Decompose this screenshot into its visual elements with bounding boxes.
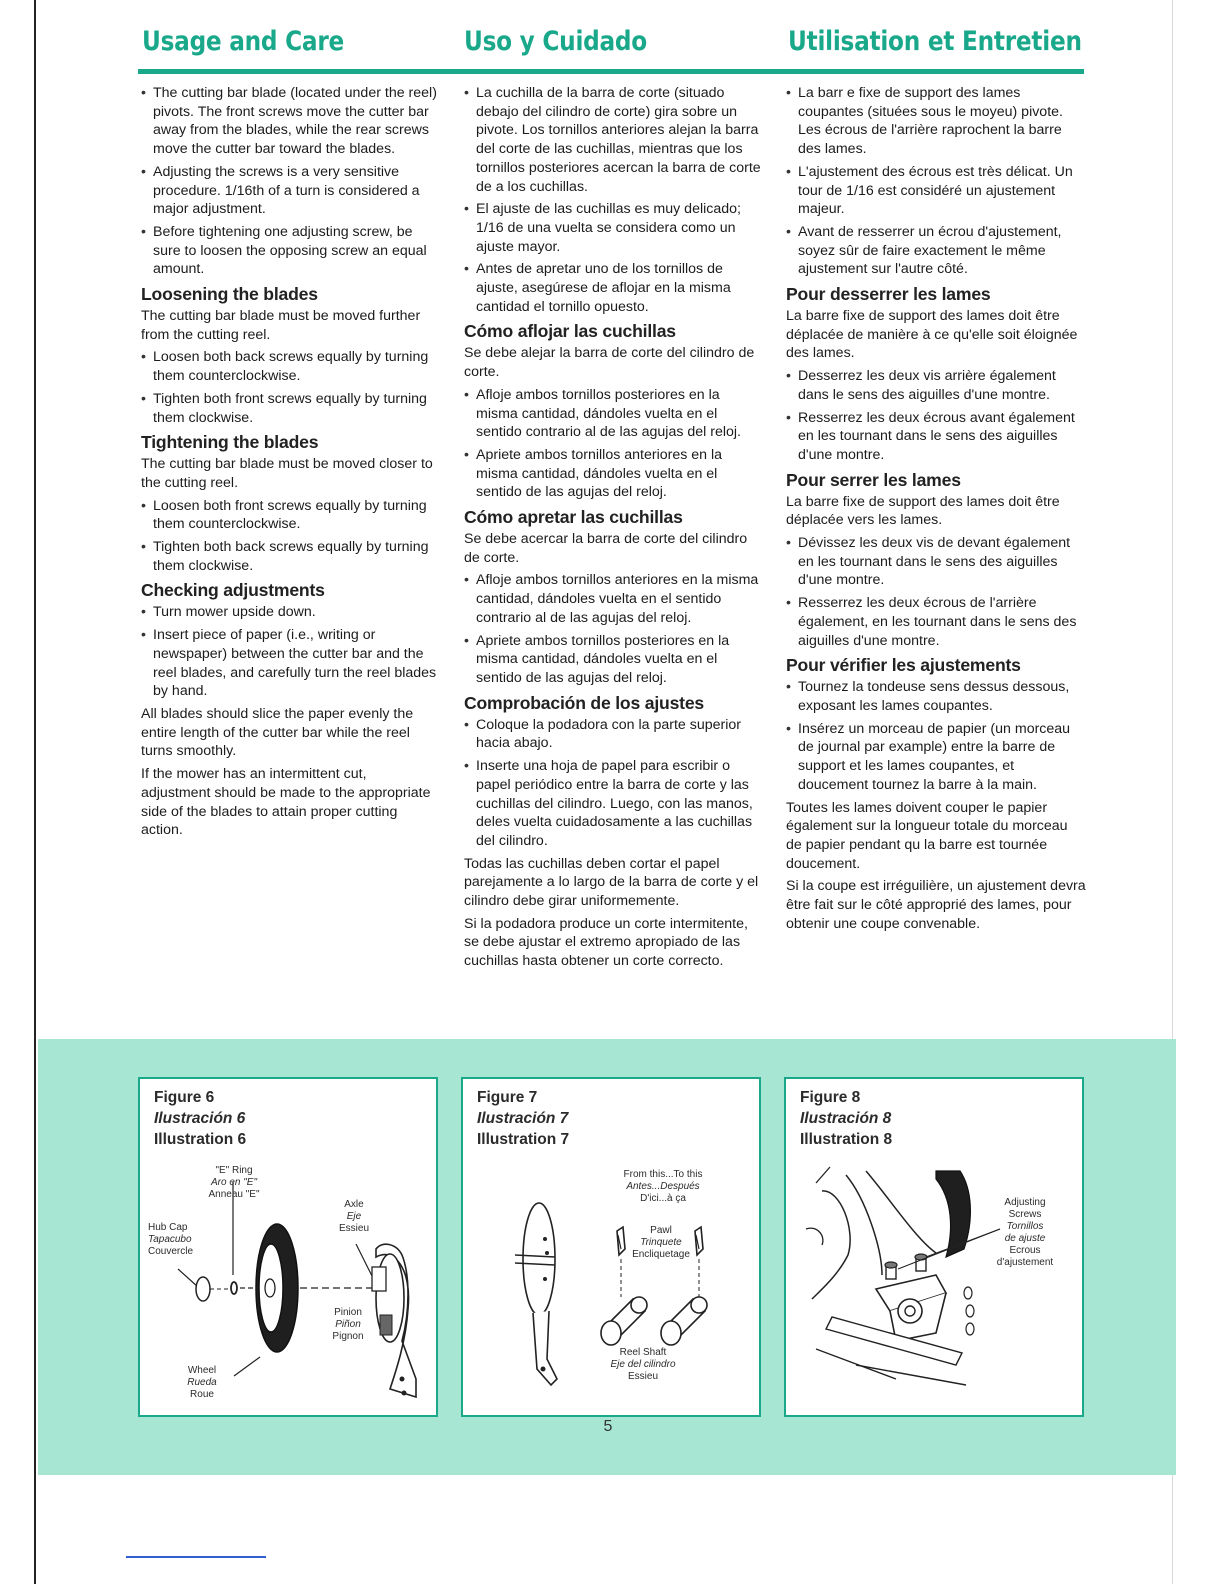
header-rule <box>138 69 1084 74</box>
bullet-list <box>464 386 764 502</box>
wheel-label: Wheel Rueda Roue <box>187 1365 217 1400</box>
bullet-item: • Loosen both front screws equally by turning them counterclockwise. <box>141 497 437 534</box>
bullet-list <box>464 716 764 851</box>
bullet-item: • Adjusting the screws is a very sensitive procedure. 1/16th of a turn is considered a major adjustment. <box>141 163 437 219</box>
figure-caption <box>477 1087 569 1150</box>
figure-title-es: Ilustración 7 <box>477 1110 569 1127</box>
bullet-item: • La barr e fixe de support des lames coupantes (situées sous le moyeu) pivote. Les écrous de l'arrière raprochent la barre des lames. <box>786 84 1086 159</box>
section-text: Toutes les lames doivent couper le papier également sur la longueur totale du morceau de papier pendant qu la barre est tournée doucement. <box>786 799 1068 872</box>
bullet-item: • Apriete ambos tornillos posteriores en la misma cantidad, dándoles vuelta en el sentido de las agujas del reloj. <box>464 632 764 688</box>
intro-bullet-list <box>141 84 437 279</box>
bullet-item: • Tournez la tondeuse sens dessus dessous, exposant les lames coupantes. <box>786 678 1086 715</box>
page-number: 5 <box>603 1418 613 1435</box>
figure-title-en: Figure 6 <box>154 1089 215 1106</box>
section-text: All blades should slice the paper evenly the entire length of the cutter bar while the reel turns smoothly. <box>141 705 414 760</box>
reel-shaft-label: Reel Shaft Eje del cilindro Essieu <box>610 1347 676 1382</box>
section-heading-tightening: Tightening the blades <box>141 432 319 453</box>
section-heading-checking: Checking adjustments <box>141 580 325 601</box>
bullet-item: • Coloque la podadora con la parte superior hacia abajo. <box>464 716 764 753</box>
bullet-list <box>141 348 437 427</box>
bullet-item: • Resserrez les deux écrous avant également en les tournant dans le sens des aiguilles d'une montre. <box>786 409 1086 465</box>
bullet-list <box>141 603 437 701</box>
bullet-item: • Afloje ambos tornillos anteriores en la misma cantidad, dándoles vuelta en el sentido contrario al de las agujas del reloj. <box>464 571 764 627</box>
bullet-item: • El ajuste de las cuchillas es muy delicado; 1/16 de una vuelta se considera como un ajuste mayor. <box>464 200 764 256</box>
column-english <box>141 84 437 844</box>
bullet-item: • Dévissez les deux vis de devant également en les tournant dans le sens des aiguilles d'une montre. <box>786 534 1086 590</box>
figure-title-fr: Illustration 6 <box>154 1131 247 1148</box>
bullet-item: • L'ajustement des écrous est très délicat. Un tour de 1/16 est considéré un ajustement majeur. <box>786 163 1086 219</box>
bullet-item: • Apriete ambos tornillos anteriores en la misma cantidad, dándoles vuelta en el sentido de las agujas del reloj. <box>464 446 764 502</box>
bullet-list <box>786 367 1086 465</box>
figure-6 <box>138 1077 438 1417</box>
section-text: Se debe acercar la barra de corte del cilindro de corte. <box>464 531 748 566</box>
hub-cap-label: Hub Cap Tapacubo Couvercle <box>148 1222 194 1257</box>
section-heading-tightening: Pour serrer les lames <box>786 469 961 490</box>
bullet-item: • Resserrez les deux écrous de l'arrière également, en les tournant dans le sens des aiguilles d'une montre. <box>786 594 1086 650</box>
bullet-item: • Before tightening one adjusting screw, be sure to loosen the opposing screw an equal amount. <box>141 223 437 279</box>
section-text: Todas las cuchillas deben cortar el papel parejamente a lo largo de la barra de corte y el cilindro debe girar uniformemente. <box>464 855 759 910</box>
section-text: The cutting bar blade must be moved further from the cutting reel. <box>141 308 421 343</box>
bullet-item: • Desserrez les deux vis arrière également dans le sens des aiguilles d'une montre. <box>786 367 1086 404</box>
bullet-item: • Antes de apretar uno de los tornillos de ajuste, asegúrese de aflojar en la misma cantidad el tornillo opuesto. <box>464 260 764 316</box>
bullet-item: • Inserte una hoja de papel para escribir o papel periódico entre la barra de corte y las cuchillas del cilindro. Luego, con las manos, deles vuelta cuidadosamente a las cuchillas del cilindro. <box>464 757 764 851</box>
bullet-item: • La cuchilla de la barra de corte (situado debajo del cilindro de corte) gira sobre un pivote. Los tornillos anteriores alejan la barra del corte de las cuchillas, mientras que los tornillos posteriores acercan la barra de corte de a los cuchillas. <box>464 84 764 196</box>
bullet-list <box>464 571 764 687</box>
from-this-to-this-label: From this...To this Antes...Después D'ici...à ça <box>623 1169 703 1204</box>
section-text: La barre fixe de support des lames doit être déplacée de manière à ce qu'elle soit éloignée des lames. <box>786 308 1078 362</box>
section-text: Si la coupe est irréguilière, un ajustement devra être fait sur le côté approprié des lames, pour obtenir une coupe convenable. <box>786 878 1086 932</box>
section-heading-loosening: Loosening the blades <box>141 284 318 305</box>
title-french: Utilisation et Entretien <box>788 26 1082 57</box>
footer-line <box>126 1556 266 1558</box>
axle-label: Axle Eje Essieu <box>338 1199 369 1234</box>
section-heading-loosening: Pour desserrer les lames <box>786 284 991 305</box>
bullet-item: • Tighten both back screws equally by turning them clockwise. <box>141 538 437 575</box>
scan-edge-line <box>34 0 36 1584</box>
figure-title-es: Ilustración 6 <box>154 1110 246 1127</box>
section-text: La barre fixe de support des lames doit être déplacée vers les lames. <box>786 493 1060 529</box>
figure-8 <box>784 1077 1084 1417</box>
section-heading-loosening: Cómo aflojar las cuchillas <box>464 321 676 342</box>
intro-bullet-list <box>786 84 1086 279</box>
figure-title-en: Figure 8 <box>800 1089 861 1106</box>
section-text: The cutting bar blade must be moved closer to the cutting reel. <box>141 456 433 491</box>
bullet-item: • Insert piece of paper (i.e., writing or newspaper) between the cutter bar and the reel blades, and carefully turn the reel blades by hand. <box>141 626 437 701</box>
figure-caption <box>800 1087 892 1150</box>
section-text: If the mower has an intermittent cut, adjustment should be made to the appropriate side of the blades to attain proper cutting action. <box>141 766 431 839</box>
bullet-item: • Afloje ambos tornillos posteriores en la misma cantidad, dándoles vuelta en el sentido contrario al de las agujas del reloj. <box>464 386 764 442</box>
bullet-item: • Insérez un morceau de papier (un morceau de journal par example) entre la barre de support et les lames coupantes, et doucement tournez la barre à la main. <box>786 720 1086 795</box>
bullet-item: • The cutting bar blade (located under the reel) pivots. The front screws move the cutter bar away from the blades, while the rear screws move the cutter bar toward the blades. <box>141 84 437 159</box>
adjusting-screws-label: Adjusting Screws Tornillos de ajuste Ecrous d'ajustement <box>996 1197 1054 1268</box>
pawl-label: Pawl Trinquete Encliquetage <box>632 1225 690 1260</box>
section-heading-checking: Pour vérifier les ajustements <box>786 655 1021 676</box>
pinion-label: Pinion Piñon Pignon <box>332 1307 364 1342</box>
bullet-item: • Tighten both front screws equally by turning them clockwise. <box>141 390 437 427</box>
figure-title-fr: Illustration 7 <box>477 1131 570 1148</box>
bullet-list <box>141 497 437 576</box>
title-spanish: Uso y Cuidado <box>464 26 647 57</box>
section-text: Se debe alejar la barra de corte del cilindro de corte. <box>464 345 755 381</box>
column-french <box>786 84 1086 937</box>
figure-title-es: Ilustración 8 <box>800 1110 892 1127</box>
section-text: Si la podadora produce un corte intermitente, se debe ajustar el extremo apropiado de las cuchillas hasta obtener un corte correcto. <box>464 915 748 970</box>
figure-caption <box>154 1087 246 1150</box>
bullet-list <box>786 534 1086 650</box>
section-heading-tightening: Cómo apretar las cuchillas <box>464 507 683 528</box>
e-ring-label: "E" Ring Aro en "E" Anneau "E" <box>208 1165 260 1200</box>
figure-title-fr: Illustration 8 <box>800 1131 893 1148</box>
figure-7 <box>461 1077 761 1417</box>
page-header <box>138 26 1084 70</box>
section-heading-checking: Comprobación de los ajustes <box>464 692 704 713</box>
bullet-list <box>786 678 1086 794</box>
bullet-item: • Turn mower upside down. <box>141 603 437 622</box>
bullet-item: • Loosen both back screws equally by turning them counterclockwise. <box>141 348 437 385</box>
figure-title-en: Figure 7 <box>477 1089 538 1106</box>
bullet-item: • Avant de resserrer un écrou d'ajustement, soyez sûr de faire exactement le même ajustement sur l'autre côté. <box>786 223 1086 279</box>
title-english: Usage and Care <box>142 26 345 57</box>
intro-bullet-list <box>464 84 764 316</box>
column-spanish <box>464 84 764 975</box>
